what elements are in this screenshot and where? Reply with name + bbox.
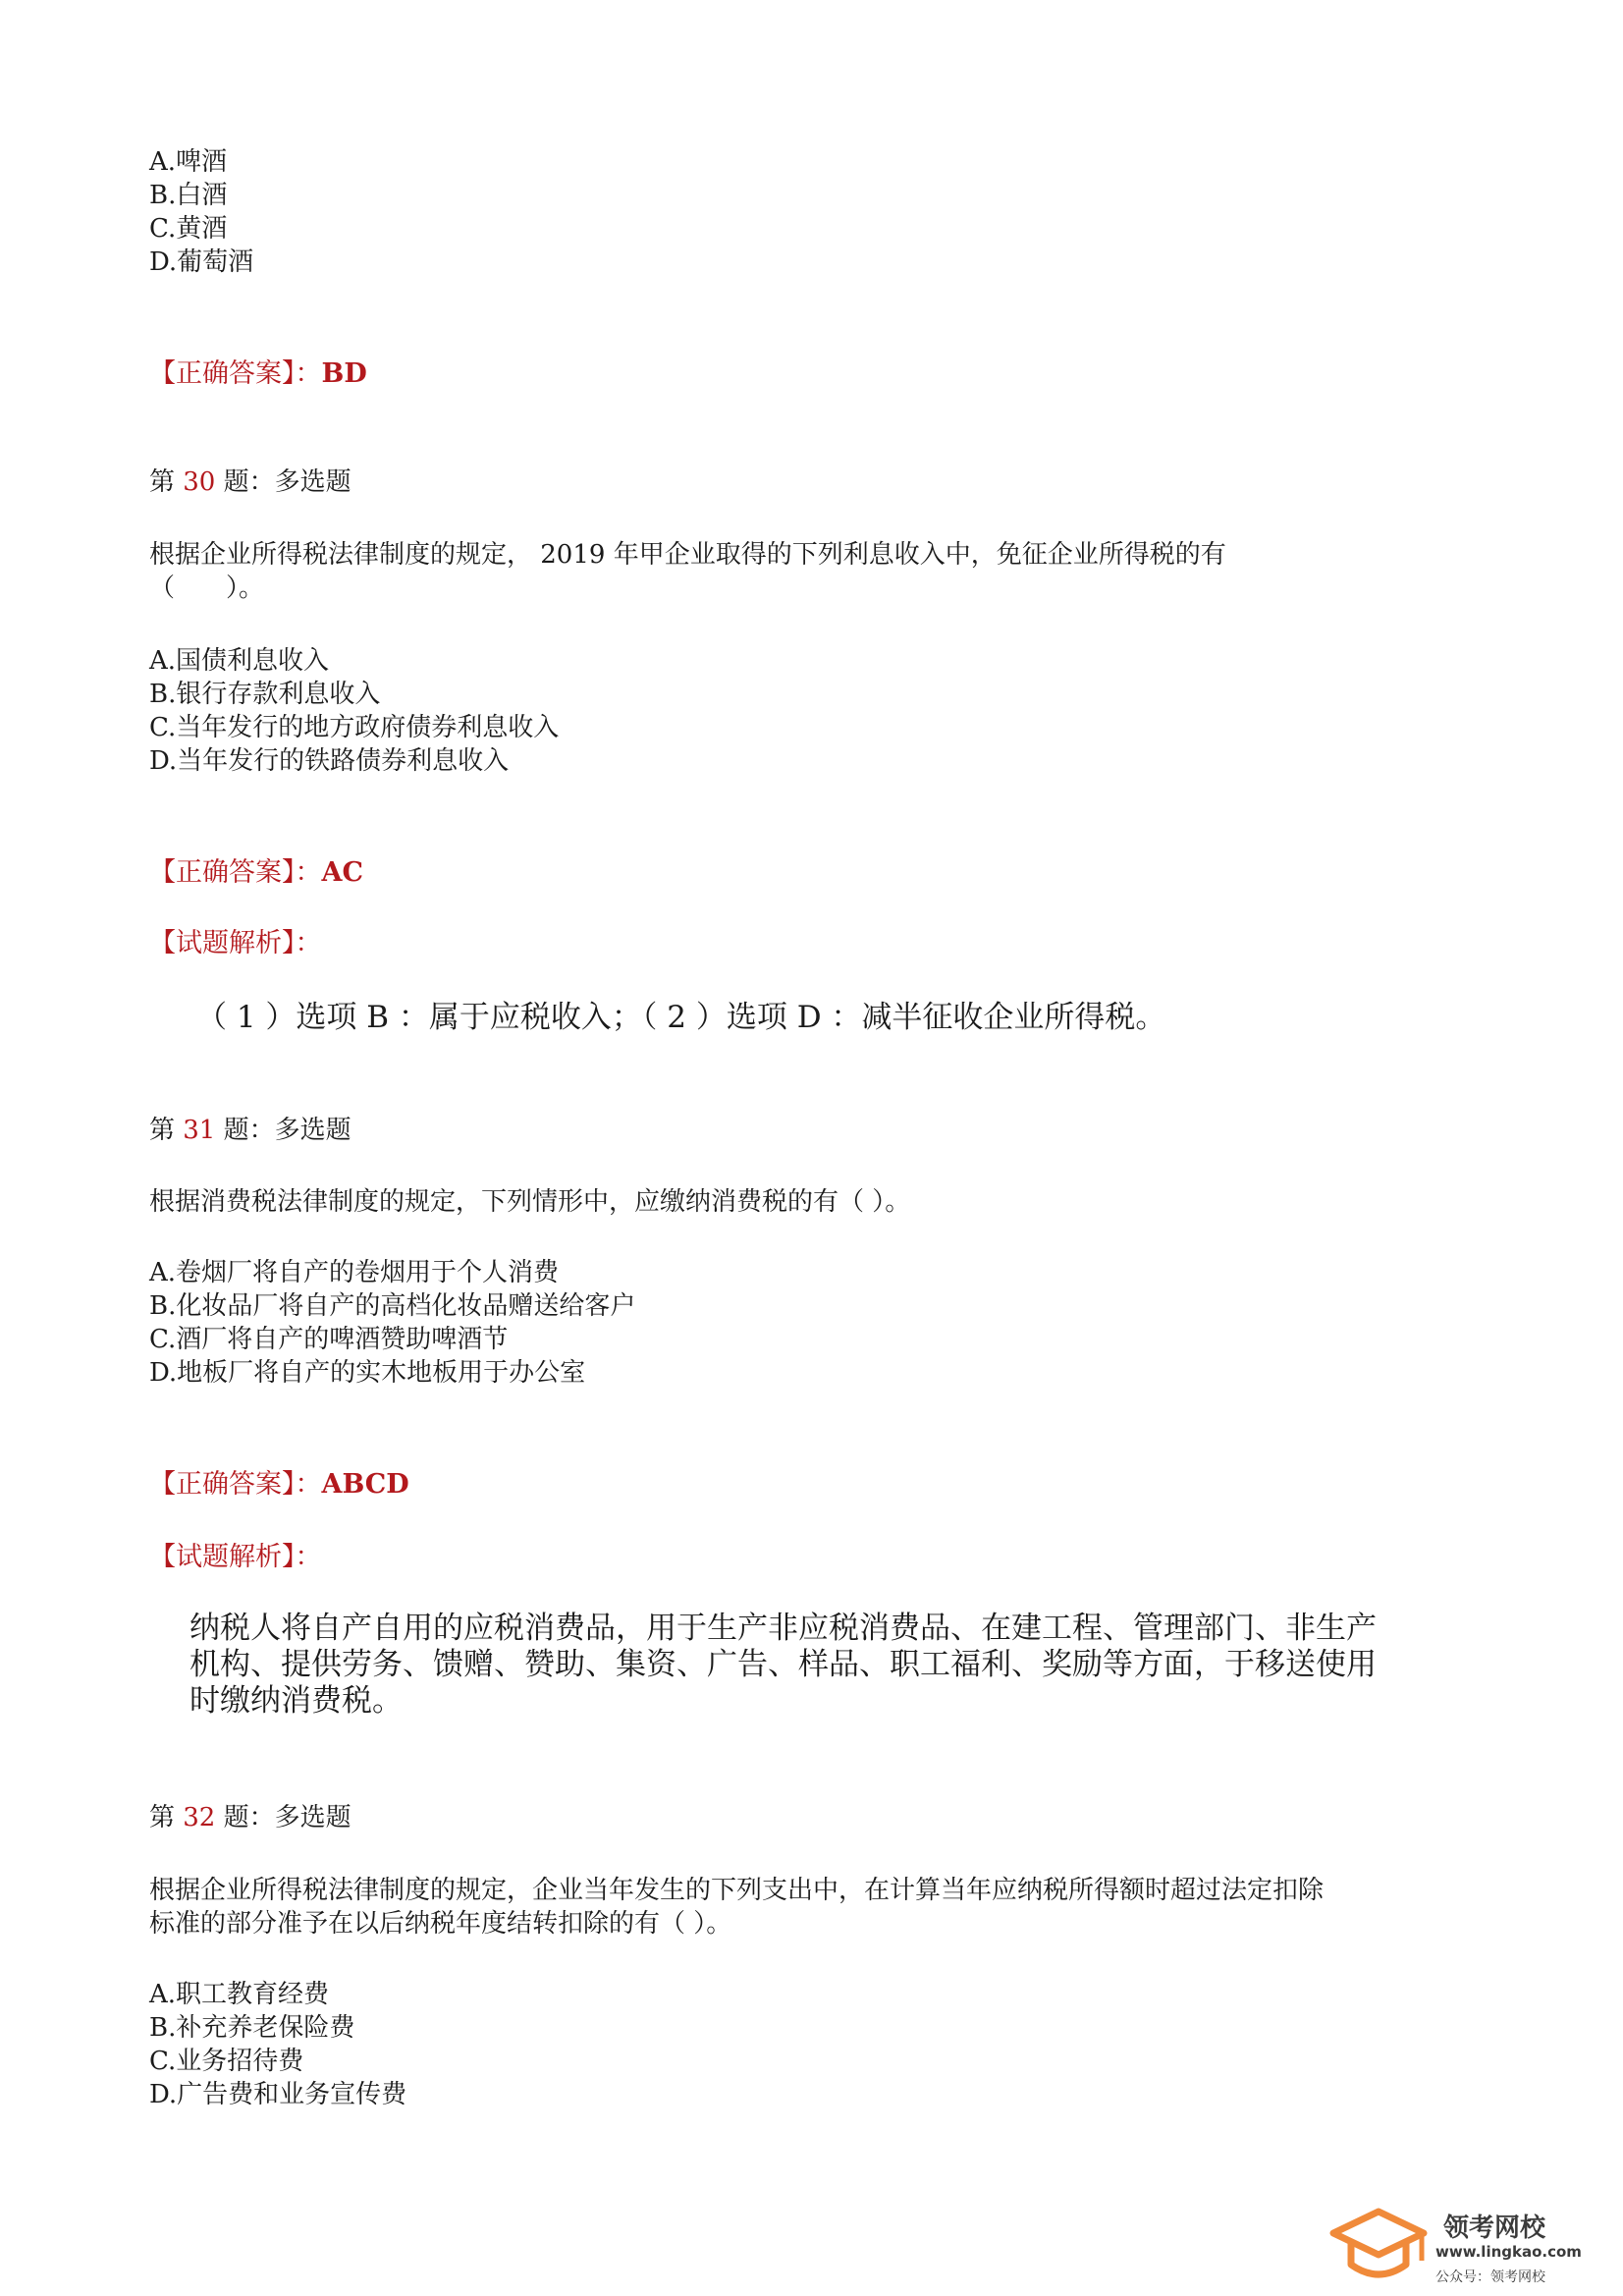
q31-analysis-text	[189, 1611, 1377, 1720]
q32-option-b: B.补充养老保险费	[149, 2013, 355, 2043]
q32-option-d: D.广告费和业务宣传费	[149, 2080, 407, 2109]
analysis-line: 纳税人将自产自用的应税消费品，用于生产非应税消费品、在建工程、管理部门、非生产	[189, 1611, 1377, 1646]
q30-option-a: A.国债利息收入	[149, 646, 330, 676]
q30-heading	[149, 465, 352, 499]
answer-value: AC	[321, 857, 363, 888]
question-type: 题：多选题	[215, 1116, 352, 1145]
q31-answer	[149, 1468, 409, 1502]
question-prefix: 第	[149, 467, 184, 497]
lingkao-logo	[1327, 2208, 1593, 2290]
q30-option-c: C.当年发行的地方政府债券利息收入	[149, 713, 560, 742]
q31-options	[149, 1256, 635, 1390]
question-number: 32	[183, 1803, 216, 1832]
q30-stem-line1: 根据企业所得税法律制度的规定， 2019 年甲企业取得的下列利息收入中，免征企业所得税的有	[149, 540, 1226, 570]
q30-analysis-label: 【试题解析】：	[149, 928, 322, 958]
q29-option-d: D.葡萄酒	[149, 247, 254, 277]
q32-option-a: A.职工教育经费	[149, 1980, 330, 2009]
q31-option-b: B.化妆品厂将自产的高档化妆品赠送给客户	[149, 1291, 636, 1321]
q30-analysis-text: （ 1 ）选项 B ：属于应税收入；（ 2 ）选项 D ：减半征收企业所得税。	[196, 1000, 1166, 1035]
q30-option-b: B.银行存款利息收入	[149, 680, 381, 709]
analysis-line: 时缴纳消费税。	[189, 1683, 403, 1719]
answer-value: ABCD	[321, 1469, 409, 1500]
q30-stem-line2: （ ）。	[149, 574, 265, 603]
q29-option-b: B.白酒	[149, 181, 228, 210]
q32-option-c: C.业务招待费	[149, 2047, 304, 2076]
q32-heading	[149, 1801, 352, 1834]
q31-heading	[149, 1114, 352, 1147]
q31-stem	[149, 1185, 910, 1219]
q30-options	[149, 644, 559, 778]
q31-option-a: A.卷烟厂将自产的卷烟用于个人消费	[149, 1258, 560, 1287]
question-number: 30	[183, 467, 216, 497]
question-prefix: 第	[149, 1803, 184, 1832]
q31-option-d: D.地板厂将自产的实木地板用于办公室	[149, 1358, 586, 1388]
q31-analysis-label: 【试题解析】：	[149, 1542, 322, 1572]
q30-option-d: D.当年发行的铁路债券利息收入	[149, 746, 510, 776]
answer-label: 【正确答案】：	[149, 1469, 322, 1500]
question-type: 题：多选题	[215, 467, 352, 497]
wechat-account: 公众号：领考网校	[1435, 2269, 1545, 2285]
analysis-line: 机构、提供劳务、馈赠、赞助、集资、广告、样品、职工福利、奖励等方面，于移送使用	[189, 1647, 1377, 1682]
answer-label: 【正确答案】：	[149, 857, 322, 888]
question-number: 31	[183, 1116, 216, 1145]
q29-options	[149, 145, 253, 279]
q29-answer	[149, 357, 367, 391]
question-type: 题：多选题	[215, 1803, 352, 1832]
q32-stem	[149, 1874, 1324, 1941]
q31-stem-line1: 根据消费税法律制度的规定，下列情形中，应缴纳消费税的有（ ）。	[149, 1187, 911, 1217]
brand-name: 领考网校	[1443, 2214, 1546, 2243]
answer-label: 【正确答案】：	[149, 358, 322, 389]
q32-stem-line2: 标准的部分准予在以后纳税年度结转扣除的有（ ）。	[149, 1909, 732, 1939]
q31-option-c: C.酒厂将自产的啤酒赞助啤酒节	[149, 1325, 509, 1354]
q30-stem	[149, 538, 1226, 605]
q29-option-a: A.啤酒	[149, 147, 228, 177]
graduation-cap-icon	[1327, 2208, 1430, 2290]
q29-option-c: C.黄酒	[149, 214, 228, 244]
q32-stem-line1: 根据企业所得税法律制度的规定，企业当年发生的下列支出中，在计算当年应纳税所得额时超过法定扣除	[149, 1876, 1325, 1905]
brand-url: www.lingkao.com	[1435, 2243, 1582, 2261]
question-prefix: 第	[149, 1116, 184, 1145]
q32-options	[149, 1978, 406, 2111]
answer-value: BD	[321, 358, 367, 389]
q30-answer	[149, 856, 363, 890]
